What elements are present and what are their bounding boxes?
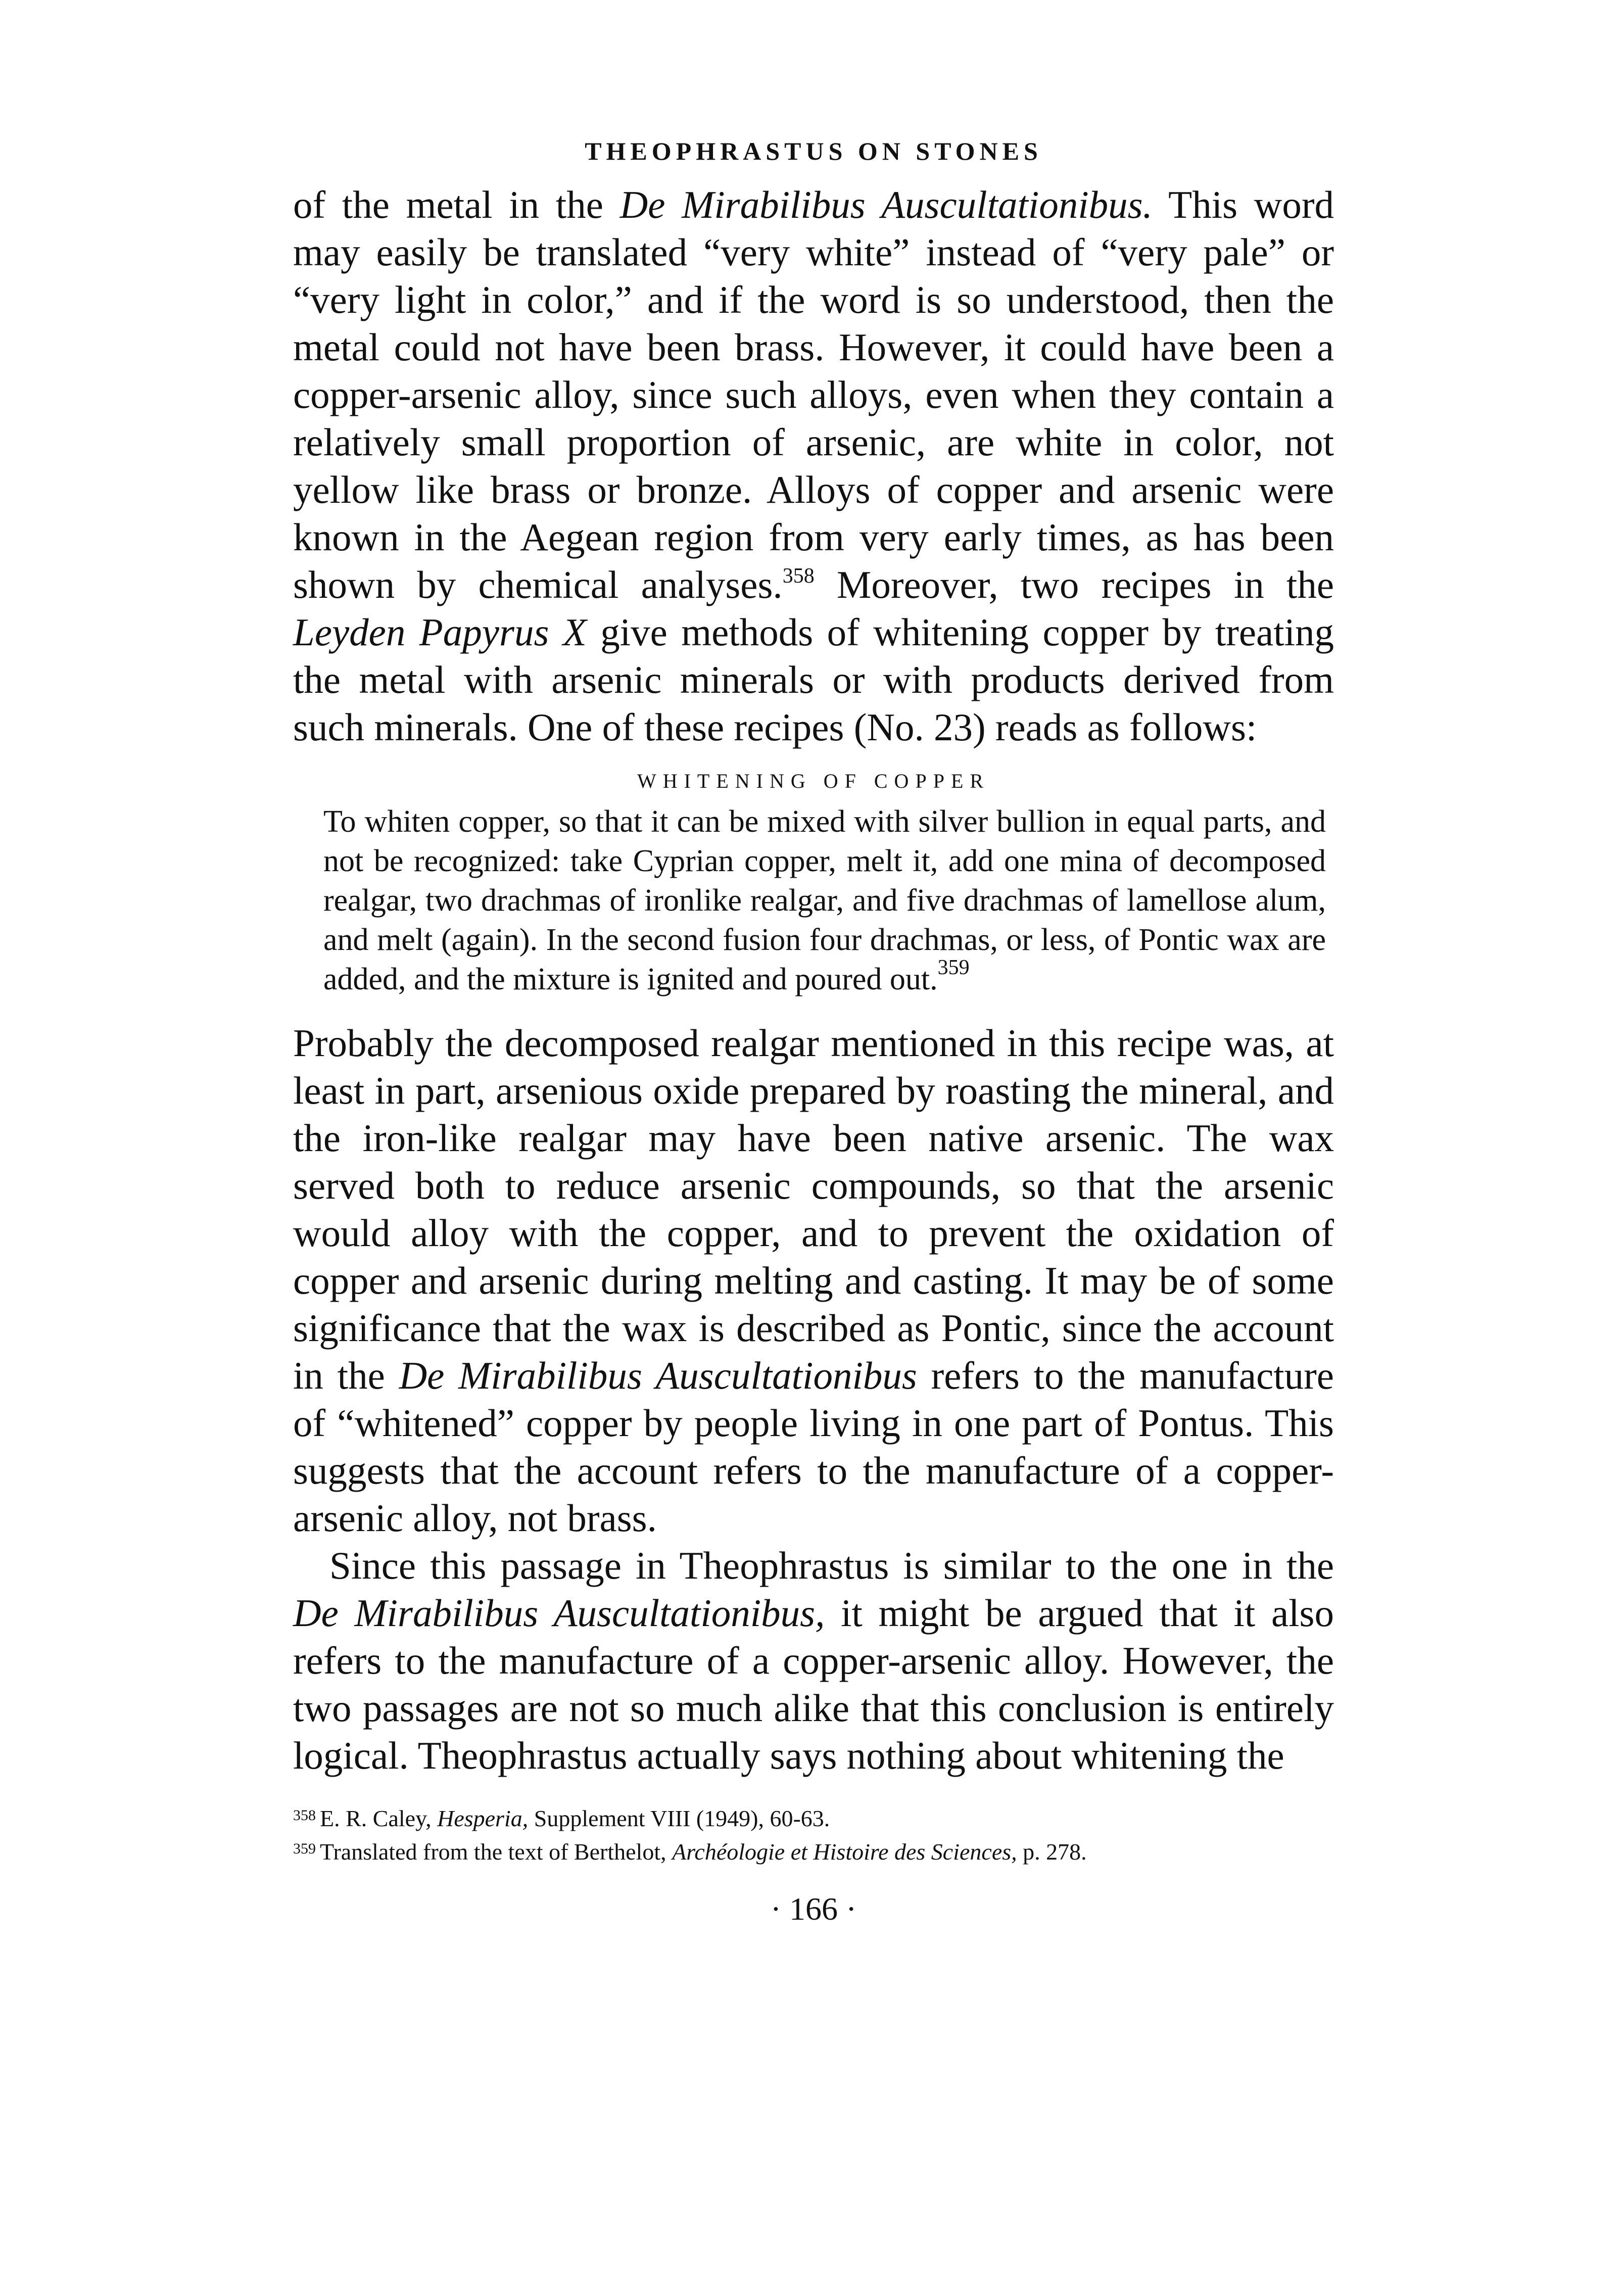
paragraph-1 xyxy=(293,181,1334,751)
paragraph-2-italic-title: De Mirabilibus Auscultationibus xyxy=(399,1354,917,1397)
paragraph-2 xyxy=(293,1019,1334,1542)
recipe-quote xyxy=(293,802,1334,999)
footnote-text-end: p. 278. xyxy=(1017,1839,1087,1865)
footnote-ref-359: 359 xyxy=(937,956,970,979)
footnote-text: E. R. Caley, xyxy=(320,1805,438,1831)
page-number: · 166 · xyxy=(770,1891,857,1927)
footnote-number: 359 xyxy=(293,1840,316,1857)
footnote-number: 358 xyxy=(293,1807,316,1824)
paragraph-3 xyxy=(293,1542,1334,1779)
footnote-359 xyxy=(293,1834,1334,1867)
paragraph-3-italic-title: De Mirabilibus Auscultationibus, xyxy=(293,1591,825,1635)
footnote-ref-358: 358 xyxy=(782,564,815,588)
paragraph-1-text-1: of the metal in the xyxy=(293,183,620,226)
running-head: THEOPHRASTUS ON STONES xyxy=(585,137,1042,165)
paragraph-1-text-3: Moreover, two recipes in the xyxy=(814,563,1334,606)
recipe-title: WHITENING OF COPPER xyxy=(637,770,990,792)
footnote-text: Translated from the text of Berthelot, xyxy=(320,1839,673,1865)
paragraph-1-text-4: give methods of whitening copper by treating the metal with arsenic minerals or with products derived from such minerals. One of these recipes (No. 23) reads as follows: xyxy=(293,610,1334,749)
paragraph-1-italic-title: De Mirabilibus Auscultationibus. xyxy=(619,183,1153,226)
recipe-text: To whiten copper, so that it can be mixed with silver bullion in equal parts, and not be recognized: take Cyprian copper, melt it, add one mina of decomposed realgar, two drachmas of ironlike realgar, and five drachmas of lamellose alum, and melt (again). In the second fusion four drachmas, or less, of Pontic wax are added, and the mixture is ignited and poured out. xyxy=(323,804,1326,996)
paragraph-1-italic-papyrus: Leyden Papyrus X xyxy=(293,610,587,654)
footnote-text-end: Supplement VIII (1949), 60-63. xyxy=(528,1805,830,1831)
paragraph-2-text-1: Probably the decomposed realgar mentioned in this recipe was, at least in part, arsenious oxide prepared by roasting the mineral, and the iron-like realgar may have been native arsenic. The wax served both to reduce arsenic compounds, so that the arsenic would alloy with the copper, and to prevent the oxidation of copper and arsenic during melting and casting. It may be of some significance that the wax is described as Pontic, since the account in the xyxy=(293,1021,1334,1397)
paragraph-3-text-1: Since this passage in Theophrastus is similar to the one in the xyxy=(329,1544,1334,1587)
paragraph-3-text-2: it might be argued that it also refers to the manufacture of a copper-arsenic alloy. However, the two passages are not so much alike that this conclusion is entirely logical. Theophrastus actually says nothing about whitening the xyxy=(293,1591,1334,1777)
footnotes xyxy=(293,1800,1334,1867)
footnote-italic: Archéologie et Histoire des Sciences, xyxy=(672,1839,1017,1865)
footnote-italic: Hesperia, xyxy=(437,1805,529,1831)
book-page xyxy=(293,136,1334,1928)
paragraph-1-text-2: This word may easily be translated “very white” instead of “very pale” or “very light in color,” and if the word is so understood, then the metal could not have been brass. However, it could have been a copper-arsenic alloy, since such alloys, even when they contain a relatively small proportion of arsenic, are white in color, not yellow like brass or bronze. Alloys of copper and arsenic were known in the Aegean region from very early times, as has been shown by chemical analyses. xyxy=(293,183,1334,606)
footnote-358 xyxy=(293,1800,1334,1834)
paragraph-2-text-2: refers to the manufacture of “whitened” copper by people living in one part of Pontus. This suggests that the account refers to the manufacture of a copper-arsenic alloy, not brass. xyxy=(293,1354,1334,1540)
